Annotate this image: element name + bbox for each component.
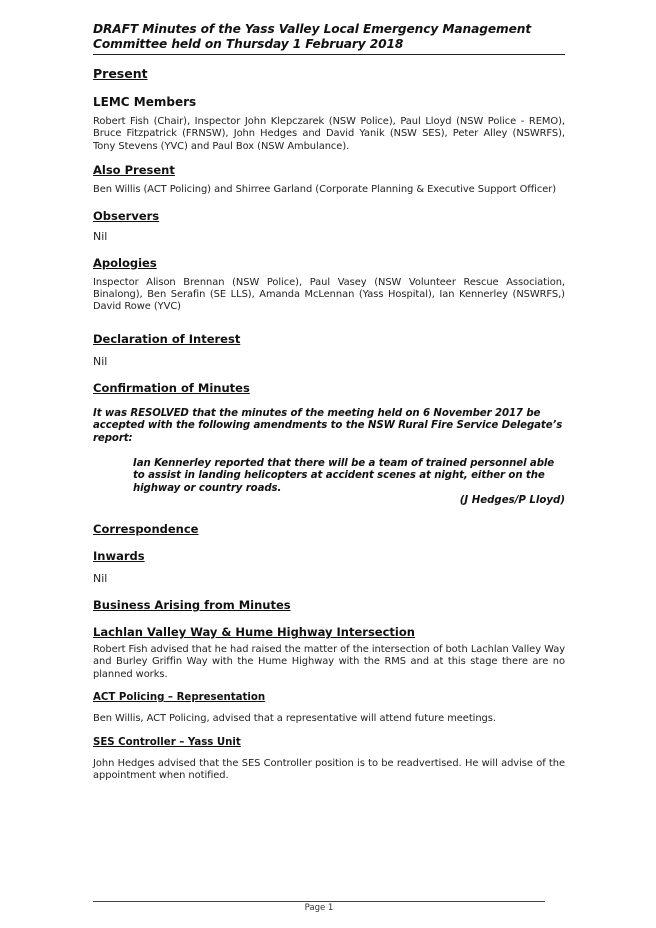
also-present-heading: Also Present	[93, 163, 175, 178]
act-policing-heading: ACT Policing – Representation	[93, 692, 266, 704]
page-header-title: DRAFT Minutes of the Yass Valley Local Emergency Management Committee held on Thursday 1 February 2018	[93, 22, 565, 55]
ses-controller-heading: SES Controller – Yass Unit	[93, 736, 241, 748]
observers-heading: Observers	[93, 208, 160, 223]
footer-divider	[93, 901, 545, 902]
confirmation-movers: (J Hedges/P Lloyd)	[459, 495, 565, 507]
inwards-text: Nil	[93, 572, 108, 585]
observers-text: Nil	[93, 229, 108, 243]
minutes-body	[93, 66, 565, 782]
confirmation-heading: Confirmation of Minutes	[93, 380, 250, 395]
lachlan-valley-heading: Lachlan Valley Way & Hume Highway Intersection	[93, 625, 415, 639]
inwards-heading: Inwards	[93, 549, 145, 563]
declaration-text: Nil	[93, 354, 108, 368]
lachlan-valley-text: Robert Fish advised that he had raised the matter of the intersection of both Lachlan Valley Way and Burley Griffin Way with the Hume Highway with the RMS and at this stage there are no planned works.	[93, 644, 565, 680]
declaration-heading: Declaration of Interest	[93, 331, 241, 346]
apologies-text: Inspector Alison Brennan (NSW Police), Paul Vasey (NSW Volunteer Rescue Association, Binalong), Ben Serafin (SE LLS), Amanda McLennan (Yass Hospital), Ian Kennerley (NSWRFS,) David Rowe (YVC)	[93, 276, 565, 313]
correspondence-heading: Correspondence	[93, 522, 199, 536]
confirmation-amendment-quote: Ian Kennerley reported that there will be a team of trained personnel able to assist in landing helicopters at accident scenes at night, either on the highway or country roads.	[133, 457, 555, 494]
apologies-heading: Apologies	[93, 255, 157, 270]
also-present-text: Ben Willis (ACT Policing) and Shirree Garland (Corporate Planning & Executive Support Officer)	[93, 184, 557, 196]
present-heading: Present	[93, 66, 148, 81]
page-number: Page 1	[304, 903, 334, 913]
act-policing-text: Ben Willis, ACT Policing, advised that a representative will attend future meetings.	[93, 713, 496, 725]
business-arising-heading: Business Arising from Minutes	[93, 598, 291, 612]
lemc-members-heading: LEMC Members	[93, 95, 197, 109]
ses-controller-text: John Hedges advised that the SES Controller position is to be readvertised. He will advise of the appointment when notified.	[93, 757, 565, 782]
confirmation-resolution: It was RESOLVED that the minutes of the meeting held on 6 November 2017 be accepted with the following amendments to the NSW Rural Fire Service Delegate’s report:	[93, 407, 563, 445]
lemc-members-text: Robert Fish (Chair), Inspector John Klepczarek (NSW Police), Paul Lloyd (NSW Police - REMO), Bruce Fitzpatrick (FRNSW), John Hedges and David Yanik (NSW SES), Peter Alley (NSWRFS), Tony Stevens (YVC) and Paul Box (NSW Ambulance).	[93, 116, 565, 152]
